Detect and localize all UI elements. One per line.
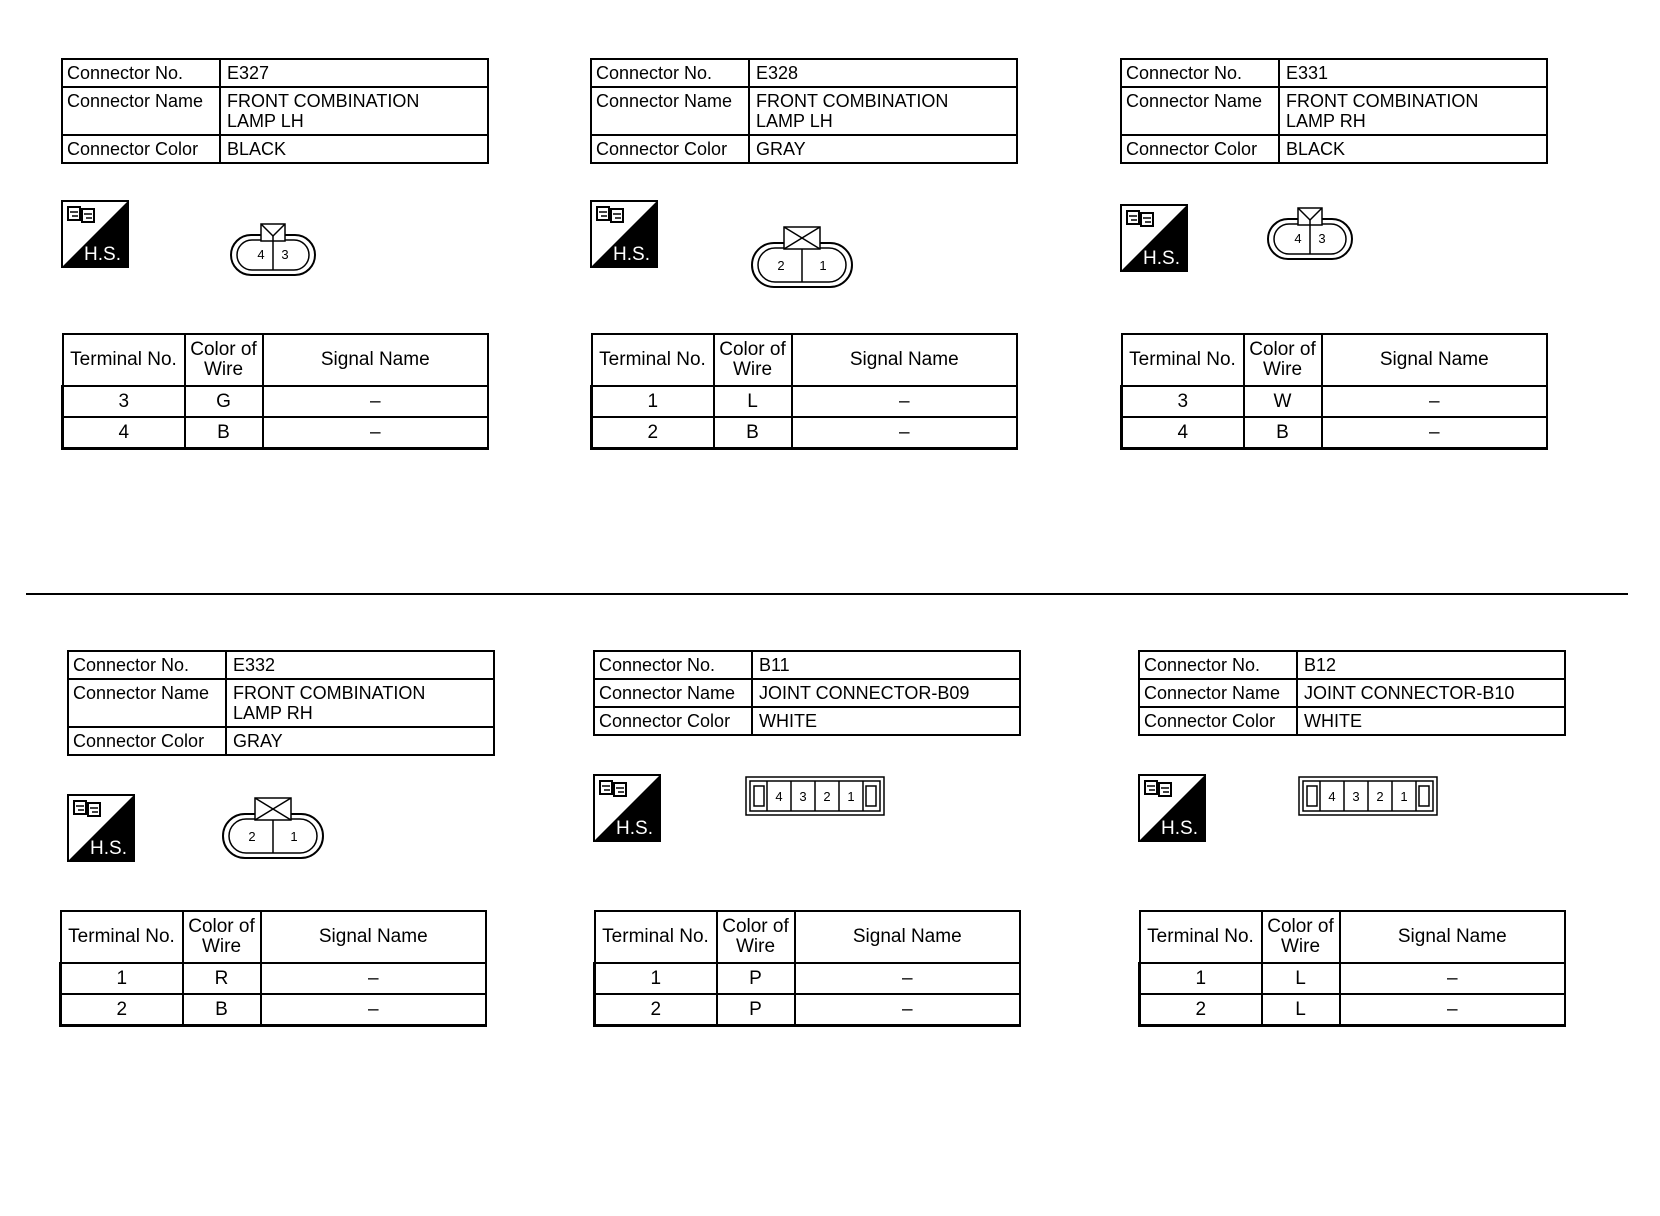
connector-name-value	[1279, 87, 1547, 135]
hs-label: H.S.	[84, 244, 121, 265]
terminal-no-header: Terminal No.	[1122, 334, 1244, 386]
signal-name-header: Signal Name	[792, 334, 1018, 386]
signal-cell: –	[1340, 994, 1566, 1026]
wire-color-cell: W	[1244, 386, 1322, 417]
terminal-table	[1138, 910, 1566, 1027]
terminal-table	[593, 910, 1021, 1027]
pin-label: 2	[248, 829, 256, 844]
pin-label: 1	[1400, 789, 1408, 804]
hs-label: H.S.	[613, 244, 650, 265]
connector-name-line2: LAMP LH	[227, 111, 304, 131]
signal-name-header: Signal Name	[795, 911, 1021, 963]
color-of-wire-header: Color of Wire	[1244, 334, 1322, 386]
terminal-cell: 1	[592, 386, 714, 417]
terminal-cell: 2	[592, 417, 714, 449]
table-row	[1140, 994, 1566, 1026]
connector-no-label: Connector No.	[68, 651, 226, 679]
wire-color-cell: P	[717, 963, 795, 994]
signal-cell: –	[261, 963, 487, 994]
harness-side-icon	[1120, 204, 1188, 272]
connector-name-line2: LAMP RH	[233, 703, 313, 723]
terminal-cell: 1	[61, 963, 183, 994]
connector-color-value: BLACK	[220, 135, 488, 163]
connector-no-value: E332	[226, 651, 494, 679]
connector-color-label: Connector Color	[594, 707, 752, 735]
hs-label: H.S.	[90, 838, 127, 859]
signal-name-header: Signal Name	[261, 911, 487, 963]
signal-cell: –	[1322, 417, 1548, 449]
connector-face-diagram	[745, 776, 885, 818]
connector-info-table	[61, 58, 489, 164]
connector-b12	[1138, 650, 1568, 1050]
signal-cell: –	[261, 994, 487, 1026]
harness-side-icon	[61, 200, 129, 268]
connector-color-label: Connector Color	[68, 727, 226, 755]
connector-no-label: Connector No.	[591, 59, 749, 87]
signal-cell: –	[795, 963, 1021, 994]
connector-name-value	[749, 87, 1017, 135]
terminal-cell: 4	[63, 417, 185, 449]
table-row	[592, 417, 1018, 449]
connector-face-diagram	[1266, 204, 1356, 264]
connector-info-table	[1138, 650, 1566, 736]
signal-name-header: Signal Name	[263, 334, 489, 386]
connector-no-value: E327	[220, 59, 488, 87]
pin-label: 4	[1294, 231, 1302, 246]
terminal-table	[1120, 333, 1548, 450]
table-row	[63, 386, 489, 417]
table-row	[592, 386, 1018, 417]
connector-name-label: Connector Name	[62, 87, 220, 135]
wire-color-cell: L	[1262, 994, 1340, 1026]
terminal-cell: 2	[61, 994, 183, 1026]
pin-label: 1	[290, 829, 298, 844]
connector-color-label: Connector Color	[1139, 707, 1297, 735]
signal-cell: –	[1340, 963, 1566, 994]
signal-cell: –	[792, 417, 1018, 449]
connector-info-table	[593, 650, 1021, 736]
connector-color-value: WHITE	[1297, 707, 1565, 735]
color-of-wire-header: Color of Wire	[714, 334, 792, 386]
terminal-cell: 4	[1122, 417, 1244, 449]
table-row	[1122, 386, 1548, 417]
table-row	[61, 963, 487, 994]
connector-no-value: B11	[752, 651, 1020, 679]
connector-color-value: GRAY	[226, 727, 494, 755]
connector-name-value	[226, 679, 494, 727]
terminal-cell: 3	[1122, 386, 1244, 417]
connector-name-label: Connector Name	[68, 679, 226, 727]
connector-e332	[67, 650, 497, 1050]
hs-label: H.S.	[616, 818, 653, 839]
terminal-no-header: Terminal No.	[595, 911, 717, 963]
connector-name-line2: LAMP LH	[756, 111, 833, 131]
connector-name-line1: JOINT CONNECTOR-B09	[759, 683, 970, 703]
wire-color-cell: G	[185, 386, 263, 417]
connector-e331	[1120, 58, 1550, 458]
wire-color-cell: L	[714, 386, 792, 417]
connector-no-label: Connector No.	[62, 59, 220, 87]
connector-name-line1: FRONT COMBINATION	[1286, 91, 1479, 111]
connector-color-value: BLACK	[1279, 135, 1547, 163]
wire-color-cell: B	[185, 417, 263, 449]
harness-side-icon	[593, 774, 661, 842]
connector-color-label: Connector Color	[62, 135, 220, 163]
wire-color-cell: B	[1244, 417, 1322, 449]
wire-color-cell: P	[717, 994, 795, 1026]
color-of-wire-header: Color of Wire	[183, 911, 261, 963]
color-of-wire-header: Color of Wire	[717, 911, 795, 963]
connector-no-label: Connector No.	[1121, 59, 1279, 87]
connector-name-line1: FRONT COMBINATION	[233, 683, 426, 703]
connector-color-value: GRAY	[749, 135, 1017, 163]
connector-info-table	[1120, 58, 1548, 164]
connector-color-label: Connector Color	[591, 135, 749, 163]
terminal-no-header: Terminal No.	[63, 334, 185, 386]
pin-label: 3	[1352, 789, 1360, 804]
connector-color-label: Connector Color	[1121, 135, 1279, 163]
connector-no-value: E331	[1279, 59, 1547, 87]
terminal-cell: 1	[595, 963, 717, 994]
connector-name-label: Connector Name	[594, 679, 752, 707]
connector-face-diagram	[221, 794, 327, 862]
terminal-cell: 2	[1140, 994, 1262, 1026]
connector-no-value: B12	[1297, 651, 1565, 679]
connector-b11	[593, 650, 1023, 1050]
hs-label: H.S.	[1161, 818, 1198, 839]
terminal-table	[590, 333, 1018, 450]
wire-color-cell: R	[183, 963, 261, 994]
pin-label: 2	[823, 789, 831, 804]
terminal-no-header: Terminal No.	[592, 334, 714, 386]
table-row	[1122, 417, 1548, 449]
connector-face-diagram	[750, 223, 856, 291]
wire-color-cell: B	[183, 994, 261, 1026]
connector-name-value	[1297, 679, 1565, 707]
pin-label: 2	[777, 258, 785, 273]
terminal-no-header: Terminal No.	[61, 911, 183, 963]
connector-no-label: Connector No.	[1139, 651, 1297, 679]
table-row	[1140, 963, 1566, 994]
connector-e327	[61, 58, 491, 458]
signal-cell: –	[795, 994, 1021, 1026]
connector-info-table	[67, 650, 495, 756]
terminal-no-header: Terminal No.	[1140, 911, 1262, 963]
signal-cell: –	[263, 417, 489, 449]
connector-name-line1: FRONT COMBINATION	[227, 91, 420, 111]
connector-face-diagram	[1298, 776, 1438, 818]
terminal-cell: 3	[63, 386, 185, 417]
terminal-cell: 1	[1140, 963, 1262, 994]
wire-color-cell: B	[714, 417, 792, 449]
terminal-cell: 2	[595, 994, 717, 1026]
terminal-table	[59, 910, 487, 1027]
pin-label: 3	[281, 247, 289, 262]
hs-label: H.S.	[1143, 248, 1180, 269]
table-row	[61, 994, 487, 1026]
signal-cell: –	[1322, 386, 1548, 417]
color-of-wire-header: Color of Wire	[185, 334, 263, 386]
pin-label: 3	[1318, 231, 1326, 246]
connector-name-line2: LAMP RH	[1286, 111, 1366, 131]
connector-name-line1: FRONT COMBINATION	[756, 91, 949, 111]
connector-no-label: Connector No.	[594, 651, 752, 679]
connector-e328	[590, 58, 1020, 458]
connector-name-value	[752, 679, 1020, 707]
section-divider	[26, 593, 1628, 595]
connector-no-value: E328	[749, 59, 1017, 87]
pin-label: 3	[799, 789, 807, 804]
table-row	[595, 963, 1021, 994]
connector-info-table	[590, 58, 1018, 164]
connector-name-value	[220, 87, 488, 135]
connector-name-label: Connector Name	[1139, 679, 1297, 707]
signal-name-header: Signal Name	[1340, 911, 1566, 963]
harness-side-icon	[1138, 774, 1206, 842]
wire-color-cell: L	[1262, 963, 1340, 994]
table-row	[595, 994, 1021, 1026]
signal-cell: –	[263, 386, 489, 417]
table-row	[63, 417, 489, 449]
color-of-wire-header: Color of Wire	[1262, 911, 1340, 963]
signal-name-header: Signal Name	[1322, 334, 1548, 386]
pin-label: 1	[819, 258, 827, 273]
signal-cell: –	[792, 386, 1018, 417]
terminal-table	[61, 333, 489, 450]
connector-face-diagram	[229, 220, 319, 280]
pin-label: 4	[257, 247, 265, 262]
harness-side-icon	[67, 794, 135, 862]
pin-label: 4	[1328, 789, 1336, 804]
connector-color-value: WHITE	[752, 707, 1020, 735]
pin-label: 2	[1376, 789, 1384, 804]
pin-label: 4	[775, 789, 783, 804]
pin-label: 1	[847, 789, 855, 804]
harness-side-icon	[590, 200, 658, 268]
connector-name-label: Connector Name	[591, 87, 749, 135]
connector-name-line1: JOINT CONNECTOR-B10	[1304, 683, 1515, 703]
connector-name-label: Connector Name	[1121, 87, 1279, 135]
